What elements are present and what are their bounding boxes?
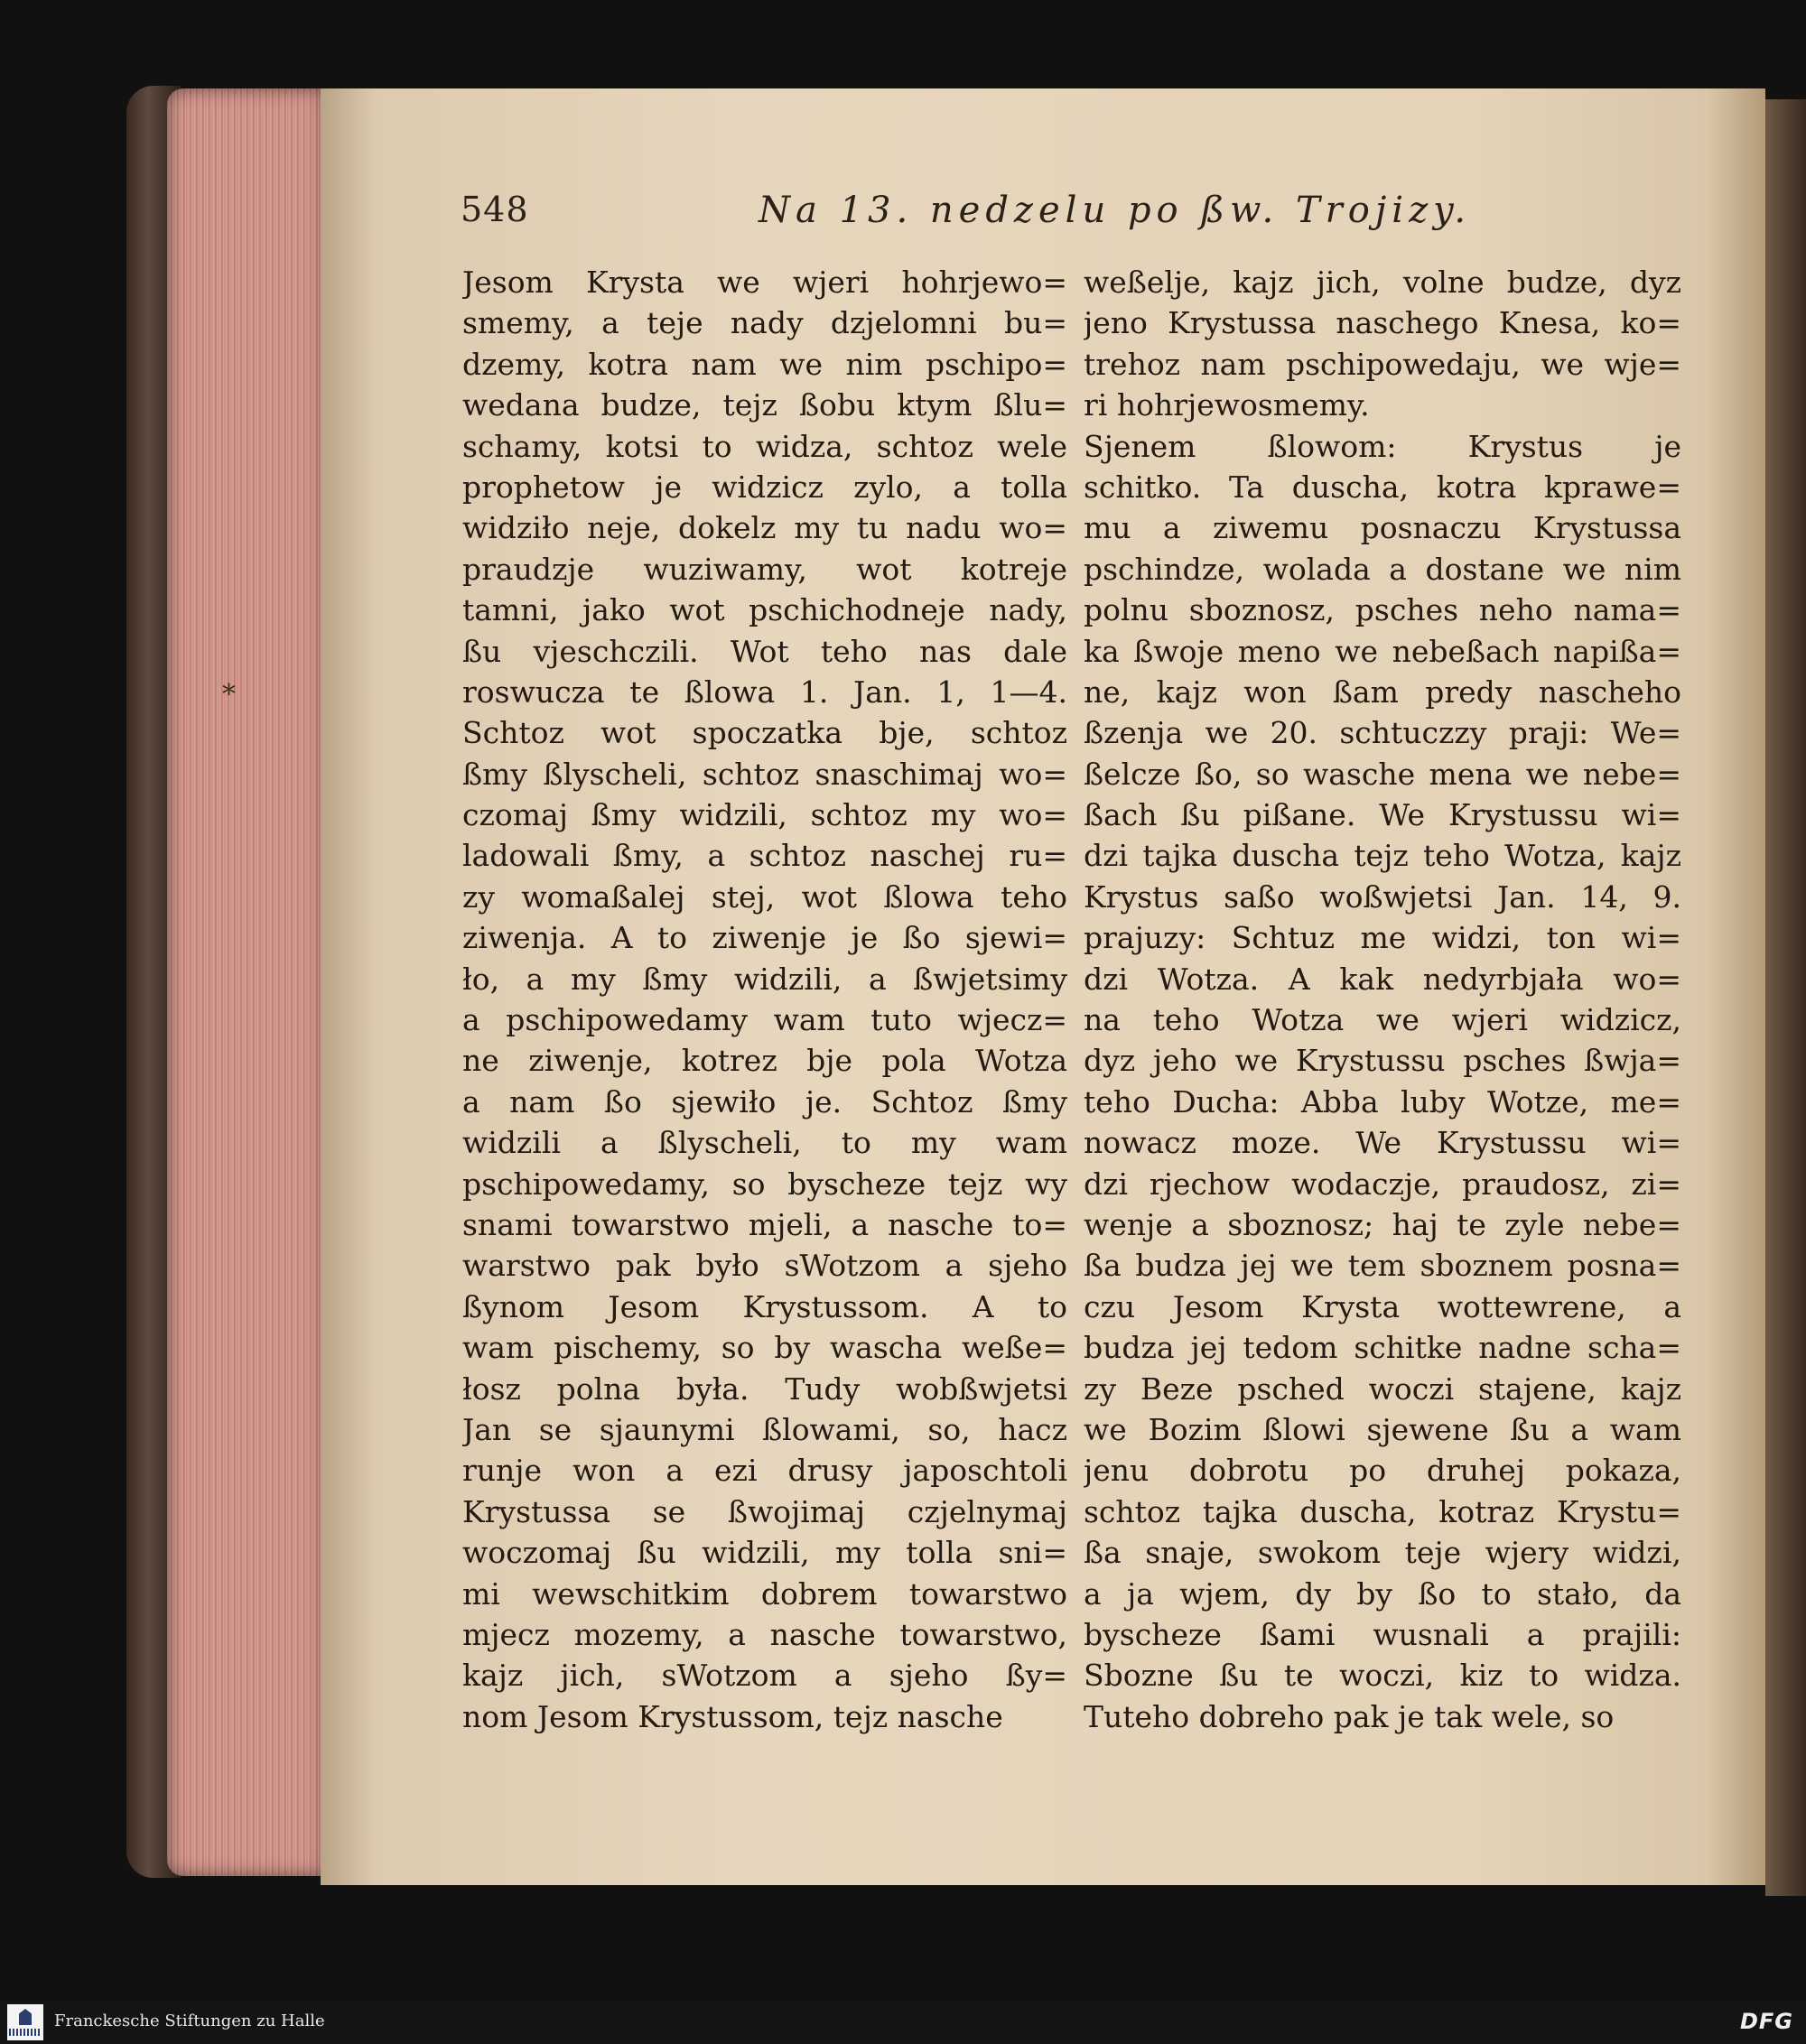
right-column-line: ßzenja we 20. schtuczzy praji: We= <box>1084 715 1681 751</box>
institution-logo-icon <box>7 2004 43 2040</box>
right-column-line: budza jej tedom schitke nadne scha= <box>1084 1330 1681 1366</box>
right-column-line: schtoz tajka duscha, kotraz Krystu= <box>1084 1493 1681 1529</box>
left-column-line: ne ziwenje, kotrez bje pola Wotza <box>462 1043 1067 1079</box>
left-column-line: warstwo pak było sWotzom a sjeho <box>462 1248 1067 1284</box>
margin-star-mark: * <box>222 679 236 711</box>
right-column-line: ßa budza jej we tem sboznem posna= <box>1084 1248 1681 1284</box>
right-column-line: prajuzy: Schtuz me widzi, ton wi= <box>1084 920 1681 956</box>
right-column-line: Tuteho dobreho pak je tak wele, so <box>1084 1698 1615 1734</box>
left-column-line: widziło neje, dokelz my tu nadu wo= <box>462 510 1067 546</box>
right-column-line: trehoz nam pschipowedaju, we wje= <box>1084 346 1681 382</box>
left-column-line: wedana budze, tejz ßobu ktym ßlu= <box>462 387 1067 423</box>
left-column-line: snami towarstwo mjeli, a nasche to= <box>462 1206 1067 1242</box>
right-text-column <box>1084 262 1681 1737</box>
institution-name: Franckesche Stiftungen zu Halle <box>54 2011 325 2030</box>
left-column-line: wam pischemy, so by wascha weße= <box>462 1330 1067 1366</box>
right-column-line: jeno Krystussa naschego Knesa, ko= <box>1084 305 1681 341</box>
page-header <box>461 190 1698 244</box>
left-column-line: woczomaj ßu widzili, my tolla sni= <box>462 1535 1067 1571</box>
right-column-line: ßelcze ßo, so wasche mena we nebe= <box>1084 756 1681 792</box>
right-column-line: polnu sboznosz, psches neho nama= <box>1084 592 1681 628</box>
right-column-line: jenu dobrotu po druhej pokaza, <box>1084 1453 1681 1489</box>
left-column-line: tamni, jako wot pschichodneje nady, <box>462 592 1067 628</box>
right-column-line: a ja wjem, dy by ßo to stało, da <box>1084 1575 1681 1612</box>
right-column-line: dyz jeho we Krystussu psches ßwja= <box>1084 1043 1681 1079</box>
left-column-line: mi wewschitkim dobrem towarstwo <box>462 1575 1067 1612</box>
right-column-line: dzi Wotza. A kak nedyrbjała wo= <box>1084 961 1681 997</box>
left-column-line: Schtoz wot spoczatka bje, schtoz <box>462 715 1067 751</box>
right-column-line: ka ßwoje meno we nebeßach napißa= <box>1084 633 1681 669</box>
left-column-line: kajz jich, sWotzom a sjeho ßy= <box>462 1658 1067 1694</box>
left-column-line: praudzje wuziwamy, wot kotreje <box>462 551 1067 587</box>
left-column-line: roswucza te ßlowa 1. Jan. 1, 1—4. <box>462 674 1067 710</box>
left-column-line: ło, a my ßmy widzili, a ßwjetsimy <box>462 961 1067 997</box>
left-column-line: dzemy, kotra nam we nim pschipo= <box>462 346 1067 382</box>
right-column-line: pschindze, wolada a dostane we nim <box>1084 551 1681 587</box>
right-column-line: we Bozim ßlowi sjewene ßu a wam <box>1084 1411 1681 1447</box>
right-column-line: ßa snaje, swokom teje wjery widzi, <box>1084 1535 1681 1571</box>
running-head: Na 13. nedzelu po ßw. Trojizy. <box>759 190 1472 231</box>
left-column-line: widzili a ßlyscheli, to my wam <box>462 1125 1067 1161</box>
dfg-logo: DFG <box>1739 2009 1793 2034</box>
right-column-line: Krystus saßo woßwjetsi Jan. 14, 9. <box>1084 878 1681 915</box>
right-column-line: byscheze ßami wusnali a prajili: <box>1084 1616 1681 1652</box>
left-column-line: ßu vjeschczili. Wot teho nas dale <box>462 633 1067 669</box>
left-column-line: smemy, a teje nady dzjelomni bu= <box>462 305 1067 341</box>
viewer-footer <box>0 2001 1806 2044</box>
right-column-line: teho Ducha: Abba luby Wotze, me= <box>1084 1083 1681 1120</box>
left-column-line: Jan se sjaunymi ßlowami, so, hacz <box>462 1411 1067 1447</box>
left-column-line: pschipowedamy, so byscheze tejz wy <box>462 1166 1067 1202</box>
right-column-line: Sbozne ßu te woczi, kiz to widza. <box>1084 1658 1681 1694</box>
right-column-line: mu a ziwemu posnaczu Krystussa <box>1084 510 1681 546</box>
right-column-line: nowacz moze. We Krystussu wi= <box>1084 1125 1681 1161</box>
left-column-line: zy womaßalej stej, wot ßlowa teho <box>462 878 1067 915</box>
left-column-line: a pschipowedamy wam tuto wjecz= <box>462 1002 1067 1038</box>
right-column-line: schitko. Ta duscha, kotra kprawe= <box>1084 469 1681 505</box>
facing-page-edge <box>1765 99 1806 1896</box>
left-column-line: łosz polna była. Tudy wobßwjetsi <box>462 1370 1067 1407</box>
right-column-line: Sjenem ßlowom: Krystus je <box>1084 428 1681 464</box>
left-column-line: ladowali ßmy, a schtoz naschej ru= <box>462 838 1067 874</box>
left-column-line: Jesom Krysta we wjeri hohrjewo= <box>462 265 1067 300</box>
left-column-line: ßynom Jesom Krystussom. A to <box>462 1288 1067 1324</box>
right-column-line: ne, kajz won ßam predy nascheho <box>1084 674 1681 710</box>
left-column-line: Krystussa se ßwojimaj czjelnymaj <box>462 1493 1067 1529</box>
right-column-line: na teho Wotza we wjeri widzicz, <box>1084 1002 1681 1038</box>
right-column-line: weßelje, kajz jich, volne budze, dyz <box>1084 265 1681 300</box>
right-column-line: wenje a sboznosz; haj te zyle nebe= <box>1084 1206 1681 1242</box>
right-column-line: ßach ßu pißane. We Krystussu wi= <box>1084 797 1681 833</box>
left-column-line: mjecz mozemy, a nasche towarstwo, <box>462 1616 1067 1652</box>
right-column-line: dzi rjechow wodaczje, praudosz, zi= <box>1084 1166 1681 1202</box>
left-column-line: ziwenja. A to ziwenje je ßo sjewi= <box>462 920 1067 956</box>
left-column-line: a nam ßo sjewiło je. Schtoz ßmy <box>462 1083 1067 1120</box>
left-column-line: schamy, kotsi to widza, schtoz wele <box>462 428 1067 464</box>
left-column-line: ßmy ßlyscheli, schtoz snaschimaj wo= <box>462 756 1067 792</box>
left-column-line: czomaj ßmy widzili, schtoz my wo= <box>462 797 1067 833</box>
right-column-line: czu Jesom Krysta wottewrene, a <box>1084 1288 1681 1324</box>
left-text-column <box>462 262 1067 1737</box>
left-column-line: nom Jesom Krystussom, tejz nasche <box>462 1698 1003 1734</box>
page-number: 548 <box>461 190 529 229</box>
left-column-line: prophetow je widzicz zylo, a tolla <box>462 469 1067 505</box>
right-column-line: zy Beze psched woczi stajene, kajz <box>1084 1370 1681 1407</box>
right-column-line: ri hohrjewosmemy. <box>1084 387 1370 423</box>
left-column-line: runje won a ezi drusy japoschtoli <box>462 1453 1067 1489</box>
red-page-edges <box>167 88 325 1876</box>
right-column-line: dzi tajka duscha tejz teho Wotza, kajz <box>1084 838 1681 874</box>
